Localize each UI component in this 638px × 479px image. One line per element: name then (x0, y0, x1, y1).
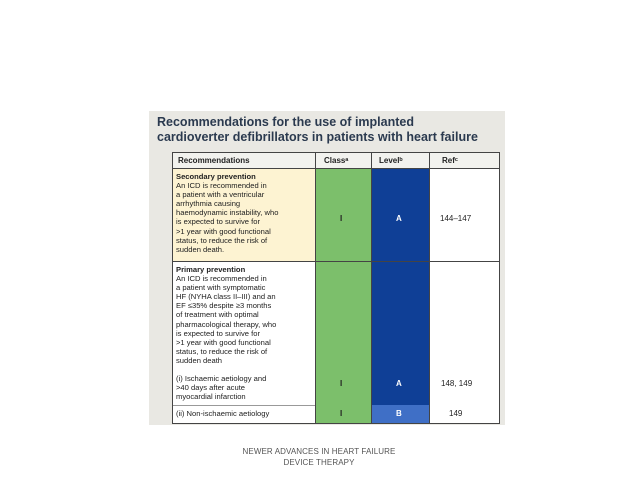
secondary-text (176, 172, 278, 254)
secondary-ref-value: 144–147 (440, 214, 472, 223)
primary-sub1-line: >40 days after acute (176, 383, 246, 393)
header-ref: Refᶜ (442, 156, 458, 165)
primary-line: status, to reduce the risk of (176, 346, 268, 356)
primary-line: >1 year with good functional (176, 337, 271, 347)
column-divider (315, 153, 316, 423)
table-heading-line-2: cardioverter defibrillators in patients with heart failure (157, 130, 478, 144)
header-recommendations: Recommendations (178, 156, 250, 165)
primary-line: EF ≤35% despite ≥3 months (176, 301, 272, 311)
secondary-line: status, to reduce the risk of (176, 235, 268, 245)
secondary-class-cell (316, 169, 371, 261)
primary-line: is expected to survive for (176, 328, 260, 338)
primary-line: sudden death (176, 355, 223, 365)
secondary-line: >1 year with good functional (176, 226, 271, 236)
primary-sub2-text (176, 409, 269, 418)
slide-caption-line-2: DEVICE THERAPY (283, 458, 355, 467)
table-heading-line-1: Recommendations for the use of implanted (157, 115, 414, 129)
header-level: Levelᵇ (379, 156, 403, 165)
secondary-line: a patient with a ventricular (176, 190, 265, 200)
secondary-line: An ICD is recommended in (176, 181, 267, 191)
primary-line: of treatment with optimal (176, 310, 259, 320)
primary-line: An ICD is recommended in (176, 274, 267, 284)
primary-line: pharmacological therapy, who (176, 319, 277, 329)
primary-text (176, 265, 276, 365)
recommendations-table-image (149, 111, 505, 425)
primary-sub1-line: (i) Ischaemic aetiology and (176, 374, 267, 383)
table-heading (157, 115, 501, 145)
secondary-line: is expected to survive for (176, 217, 260, 227)
table-header-row (173, 153, 499, 169)
primary-sub1-class-value: I (340, 379, 343, 388)
secondary-line: arrhythmia causing (176, 199, 241, 209)
slide-caption-line-1: NEWER ADVANCES IN HEART FAILURE (242, 447, 396, 456)
recommendations-table (172, 152, 500, 424)
primary-sub2-line: (ii) Non-ischaemic aetiology (176, 409, 270, 418)
primary-sub2-level-value: B (396, 409, 402, 418)
primary-line: HF (NYHA class II–III) and an (176, 292, 276, 302)
sub-row-divider (173, 405, 316, 406)
primary-line: a patient with symptomatic (176, 283, 266, 293)
column-divider (429, 153, 430, 423)
primary-sub1-ref-value: 148, 149 (441, 379, 473, 388)
secondary-line: haemodynamic instability, who (176, 208, 279, 218)
primary-sub2-class-value: I (340, 409, 343, 418)
primary-sub1-text (176, 374, 266, 401)
primary-sub1-line: myocardial infarction (176, 392, 246, 402)
slide-caption (150, 446, 488, 468)
secondary-line: sudden death. (176, 244, 225, 254)
primary-sub2-ref-value: 149 (449, 409, 463, 418)
secondary-class-value: I (340, 214, 343, 223)
column-divider (371, 153, 372, 423)
header-class: Classᵃ (324, 156, 349, 165)
secondary-heading: Secondary prevention (176, 172, 256, 181)
secondary-level-value: A (396, 214, 402, 223)
primary-heading: Primary prevention (176, 265, 246, 274)
primary-class-cell (316, 262, 371, 423)
primary-sub1-level-value: A (396, 379, 402, 388)
